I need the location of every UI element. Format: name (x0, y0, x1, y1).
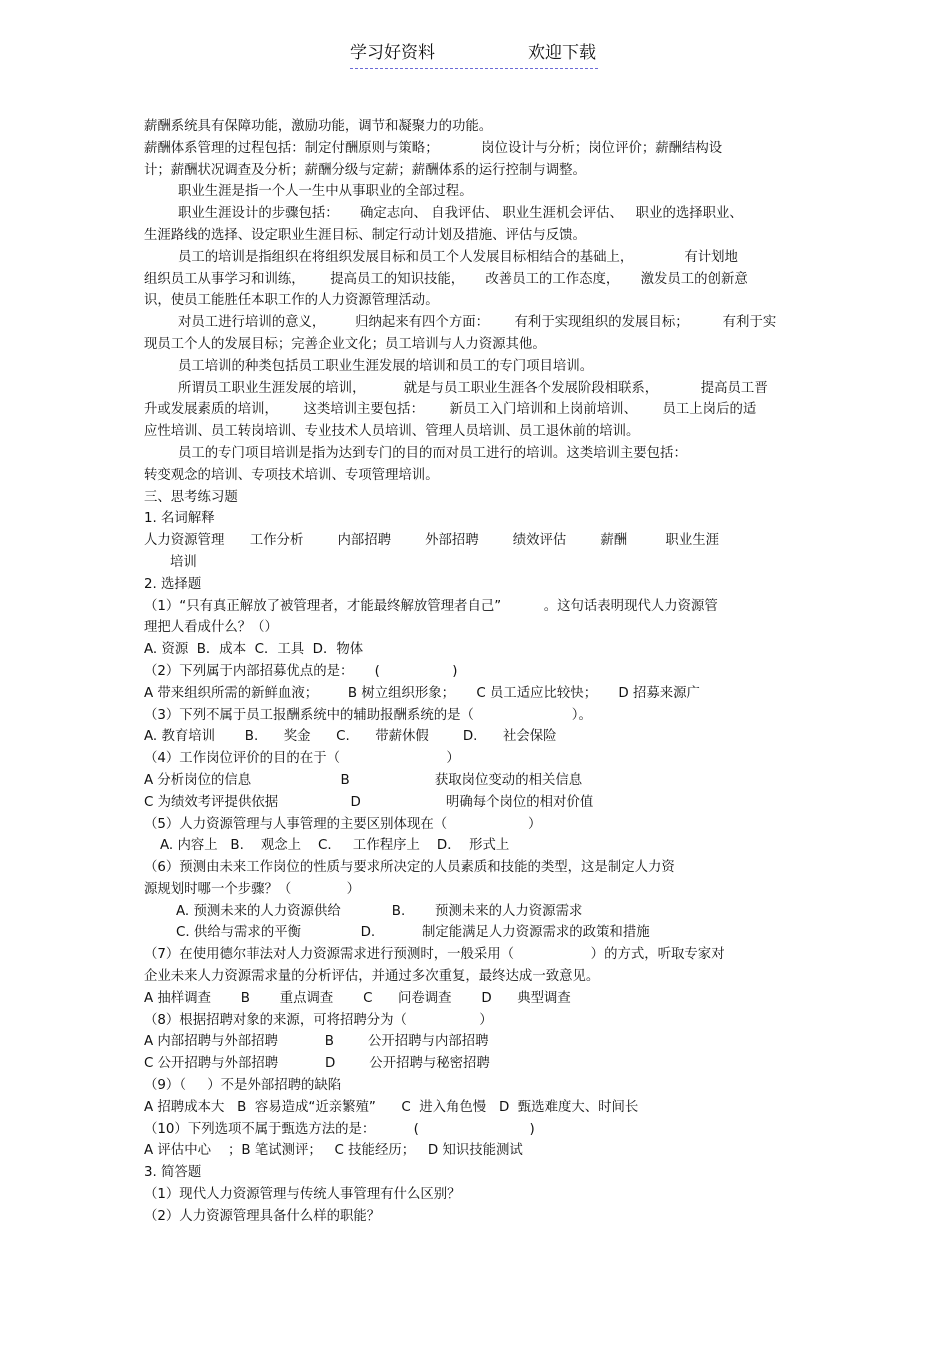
text-line: A. 教育培训 B. 奖金 C. 带薪休假 D. 社会保险 (144, 729, 557, 745)
text-line: （2）人力资源管理具备什么样的职能？ (144, 1208, 381, 1224)
text-line: 计；薪酬状况调查及分析；薪酬分级与定薪；薪酬体系的运行控制与调整。 (144, 162, 586, 178)
text-line: （2）下列属于内部招募优点的是： ( ) (144, 663, 458, 679)
text-line: （7）在使用德尔菲法对人力资源需求进行预测时，一般采用（ ）的方式，听取专家对 (144, 947, 725, 963)
text-line: 转变观念的培训、专项技术培训、专项管理培训。 (144, 467, 439, 483)
text-line: A 分析岗位的信息 B 获取岗位变动的相关信息 (144, 772, 583, 788)
text-line: 应性培训、员工转岗培训、专业技术人员培训、管理人员培训、员工退休前的培训。 (144, 424, 640, 440)
text-line: （4）工作岗位评价的目的在于（ ） (144, 751, 460, 767)
text-line: 源规划时哪一个步骤？（ ） (144, 881, 361, 897)
text-line: 员工培训的种类包括员工职业生涯发展的培训和员工的专门项目培训。 (178, 358, 594, 374)
text-line: C 公开招聘与外部招聘 D 公开招聘与秘密招聘 (144, 1056, 490, 1072)
text-line: A 评估中心 ；B 笔试测评； C 技能经历； D 知识技能测试 (144, 1143, 523, 1159)
text-line: （10）下列选项不属于甄选方法的是： ( ) (144, 1121, 535, 1137)
text-line: 人力资源管理 工作分析 内部招聘 外部招聘 绩效评估 薪酬 职业生涯 (144, 533, 719, 549)
text-line: （5）人力资源管理与人事管理的主要区别体现在（ ） (144, 816, 542, 832)
text-line: 员工的专门项目培训是指为达到专门的目的而对员工进行的培训。这类培训主要包括： (178, 445, 687, 461)
text-line: （1）现代人力资源管理与传统人事管理有什么区别？ (144, 1187, 461, 1203)
text-line: 现员工个人的发展目标；完善企业文化；员工培训与人力资源其他。 (144, 336, 546, 352)
document-body (144, 116, 804, 1228)
text-line: 3. 简答题 (144, 1165, 202, 1181)
text-line: （8）根据招聘对象的来源，可将招聘分为（ ） (144, 1012, 493, 1028)
text-line: 生涯路线的选择、设定职业生涯目标、制定行动计划及措施、评估与反馈。 (144, 227, 586, 243)
text-line: 薪酬系统具有保障功能，激励功能，调节和凝聚力的功能。 (144, 119, 493, 134)
text-line: 员工的培训是指组织在将组织发展目标和员工个人发展目标相结合的基础上， 有计划地 (178, 249, 738, 265)
text-line: A 内部招聘与外部招聘 B 公开招聘与内部招聘 (144, 1034, 489, 1050)
text-line: 所谓员工职业生涯发展的培训， 就是与员工职业生涯各个发展阶段相联系， 提高员工晋 (178, 380, 768, 396)
text-line: 组织员工从事学习和训练， 提高员工的知识技能， 改善员工的工作态度， 激发员工的创新意 (144, 271, 748, 287)
text-line: A. 资源 B．成本 C．工具 D．物体 (144, 642, 364, 658)
text-line: 三、思考练习题 (144, 489, 238, 505)
text-line: 薪酬体系管理的过程包括：制定付酬原则与策略； 岗位设计与分析；岗位评价；薪酬结构设 (144, 140, 723, 156)
text-line: 职业生涯是指一个人一生中从事职业的全部过程。 (178, 184, 473, 200)
text-line: 培训 (170, 554, 197, 570)
text-line: （6）预测由未来工作岗位的性质与要求所决定的人员素质和技能的类型，这是制定人力资 (144, 860, 675, 876)
text-line: （3）下列不属于员工报酬系统中的辅助报酬系统的是（ ）。 (144, 707, 592, 723)
text-line: （9）（ ）不是外部招聘的缺陷 (144, 1078, 342, 1094)
text-line: （1）“只有真正解放了被管理者，才能最终解放管理者自己” 。这句话表明现代人力资源管 (144, 598, 718, 614)
text-line: 识，使员工能胜任本职工作的人力资源管理活动。 (144, 293, 439, 309)
text-line: A 招聘成本大 B 容易造成“近亲繁殖” C 进入角色慢 D 甄选难度大、时间长 (144, 1099, 639, 1115)
text-line: A 抽样调查 B 重点调查 C 问卷调查 D 典型调查 (144, 990, 571, 1006)
text-line: 企业未来人力资源需求量的分析评估，并通过多次重复，最终达成一致意见。 (144, 969, 600, 985)
text-line: C 为绩效考评提供依据 D 明确每个岗位的相对价值 (144, 794, 594, 810)
text-line: 升或发展素质的培训， 这类培训主要包括： 新员工入门培训和上岗前培训、 员工上岗后的适 (144, 402, 757, 418)
text-line: 理把人看成什么？（） (144, 620, 278, 636)
text-line: A. 内容上 B. 观念上 C. 工作程序上 D． 形式上 (160, 838, 510, 854)
text-line: 对员工进行培训的意义， 归纳起来有四个方面： 有利于实现组织的发展目标； 有利于实 (178, 315, 777, 331)
text-line: A. 预测未来的人力资源供给 B. 预测未来的人力资源需求 (176, 903, 583, 919)
text-line: 2. 选择题 (144, 576, 202, 592)
text-line: 1. 名词解释 (144, 511, 215, 527)
text-line: 职业生涯设计的步骤包括： 确定志向、 自我评估、 职业生涯机会评估、 职业的选择职业、 (178, 206, 743, 222)
page-header (350, 42, 598, 69)
header-left-text: 学习好资料 (350, 43, 435, 63)
header-right-text: 欢迎下载 (528, 43, 596, 63)
text-line: A 带来组织所需的新鲜血液； B 树立组织形象； C 员工适应比较快； D 招募来源广 (144, 685, 700, 701)
text-line: C. 供给与需求的平衡 D. 制定能满足人力资源需求的政策和措施 (176, 925, 650, 941)
